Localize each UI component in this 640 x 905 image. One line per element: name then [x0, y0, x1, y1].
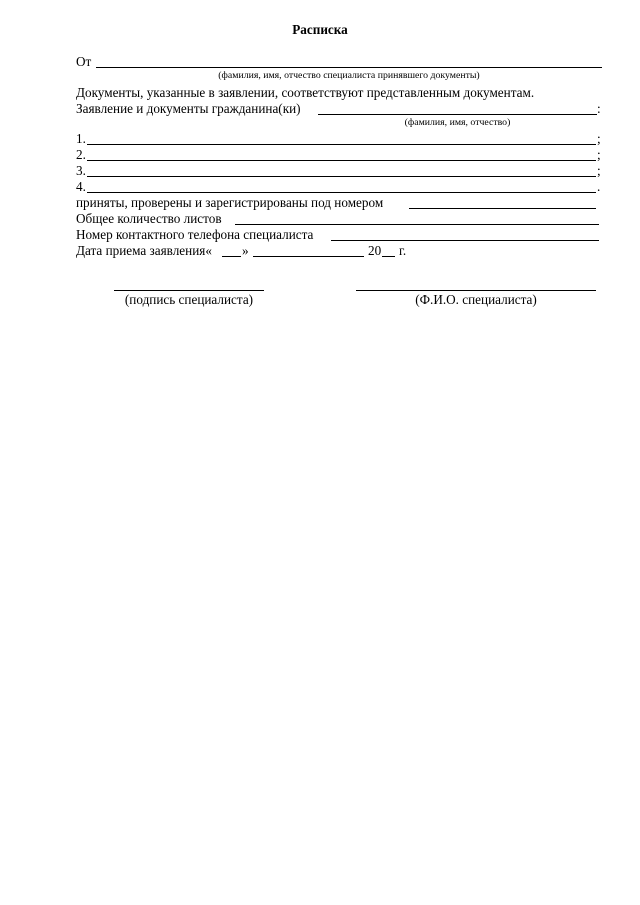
from-label: От	[76, 54, 92, 69]
list-item-end: ;	[597, 147, 601, 162]
sheets-count-line[interactable]	[235, 224, 599, 225]
registered-label: приняты, проверены и зарегистрированы под номером	[76, 195, 384, 210]
list-item-end: ;	[597, 131, 601, 146]
date-year-prefix: 20	[368, 243, 382, 258]
citizen-label: Заявление и документы гражданина(ки)	[76, 101, 301, 116]
date-label: Дата приема заявления«	[76, 243, 212, 258]
list-item-line[interactable]	[87, 160, 596, 161]
from-line[interactable]	[96, 67, 602, 68]
from-hint: (фамилия, имя, отчество специалиста принявшего документы)	[218, 70, 480, 81]
date-quote-close: »	[242, 243, 249, 258]
list-item-line[interactable]	[87, 176, 596, 177]
date-day-line[interactable]	[222, 256, 241, 257]
citizen-hint: (фамилия, имя, отчество)	[404, 117, 511, 128]
list-item-number: 4.	[76, 179, 86, 194]
citizen-end: :	[597, 101, 601, 116]
date-year-suffix: г.	[399, 243, 407, 258]
list-item-end: .	[597, 179, 601, 194]
signature-hint: (подпись специалиста)	[124, 292, 254, 307]
signature-line[interactable]	[114, 290, 264, 291]
document-title: Расписка	[292, 22, 348, 37]
list-item-end: ;	[597, 163, 601, 178]
citizen-line[interactable]	[318, 114, 597, 115]
phone-label: Номер контактного телефона специалиста	[76, 227, 314, 242]
list-item-line[interactable]	[87, 192, 596, 193]
fio-line[interactable]	[356, 290, 596, 291]
date-year-line[interactable]	[382, 256, 395, 257]
sheets-label: Общее количество листов	[76, 211, 222, 226]
registered-number-line[interactable]	[409, 208, 596, 209]
phone-line[interactable]	[331, 240, 599, 241]
list-item-number: 3.	[76, 163, 86, 178]
fio-hint: (Ф.И.О. специалиста)	[415, 292, 537, 307]
list-item-line[interactable]	[87, 144, 596, 145]
list-item-number: 1.	[76, 131, 86, 146]
date-month-line[interactable]	[253, 256, 364, 257]
statement-text: Документы, указанные в заявлении, соответствуют представленным документам.	[76, 85, 535, 100]
list-item-number: 2.	[76, 147, 86, 162]
